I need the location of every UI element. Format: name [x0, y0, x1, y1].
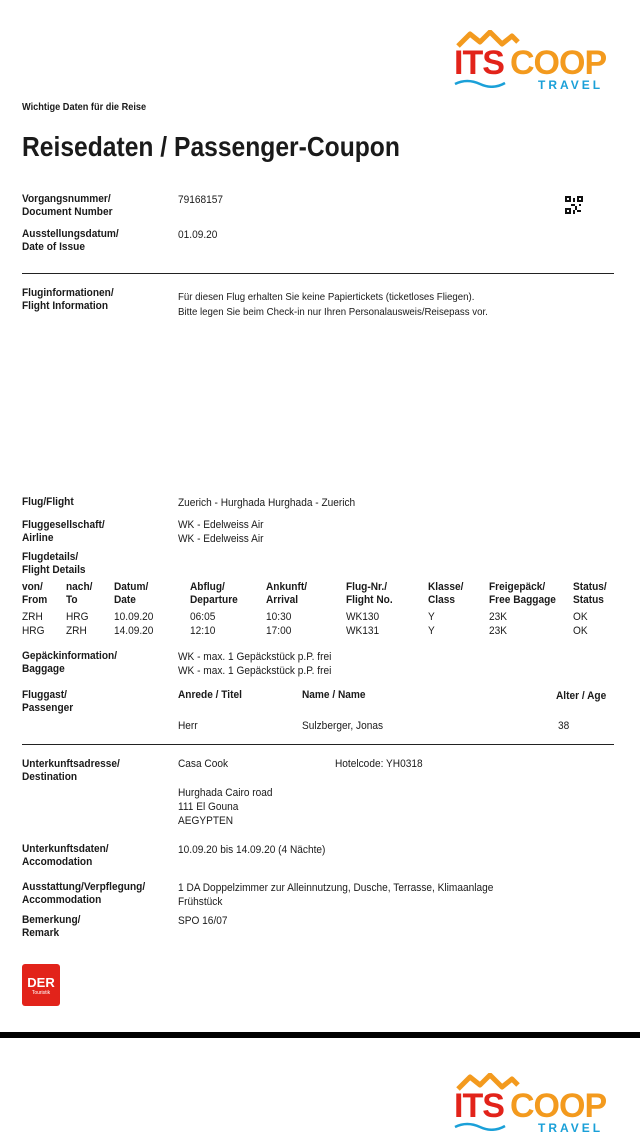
- cell-class: Y: [428, 625, 435, 637]
- remark-value: SPO 16/07: [178, 915, 228, 927]
- hotel-name: Casa Cook: [178, 758, 229, 770]
- its-coop-logo: [452, 30, 616, 94]
- baggage-values: WK - max. 1 Gepäckstück p.P. frei WK - max. 1 Gepäckstück p.P. frei: [178, 651, 332, 677]
- coop-wordmark: COOP: [510, 1087, 607, 1125]
- cell-status: OK: [573, 611, 588, 623]
- col-header-flight-no: Flug-Nr./ Flight No.: [346, 581, 393, 606]
- cell-baggage: 23K: [489, 611, 508, 623]
- its-wordmark: ITS: [454, 1087, 504, 1125]
- divider: [22, 273, 614, 274]
- airline-values: WK - Edelweiss Air WK - Edelweiss Air: [178, 519, 264, 545]
- cell-departure: 06:05: [190, 611, 216, 623]
- col-header-to: nach/ To: [66, 581, 93, 606]
- passenger-title: Herr: [178, 720, 198, 732]
- its-wordmark: ITS: [454, 44, 504, 82]
- cell-to: ZRH: [66, 625, 87, 637]
- col-header-date: Datum/ Date: [114, 581, 149, 606]
- cell-baggage: 23K: [489, 625, 508, 637]
- cell-class: Y: [428, 611, 435, 623]
- col-header-arrival: Ankunft/ Arrival: [266, 581, 308, 606]
- passenger-age: 38: [558, 720, 570, 732]
- cell-status: OK: [573, 625, 588, 637]
- cell-arrival: 17:00: [266, 625, 292, 637]
- page-break: [0, 1032, 640, 1038]
- cell-to: HRG: [66, 611, 89, 623]
- flight-details-table: [0, 581, 640, 641]
- cell-date: 14.09.20: [114, 625, 154, 637]
- baggage-label: Gepäckinformation/ Baggage: [22, 650, 118, 675]
- accommodation-dates-label: Unterkunftsdaten/ Accomodation: [22, 843, 109, 868]
- flight-label: Flug/Flight: [22, 496, 74, 508]
- remark-label: Bemerkung/ Remark: [22, 914, 81, 939]
- cell-flight-no: WK131: [346, 625, 380, 637]
- age-header: Alter / Age: [556, 690, 607, 702]
- passenger-name: Sulzberger, Jonas: [302, 720, 384, 732]
- wave-icon: [454, 78, 506, 88]
- cell-flight-no: WK130: [346, 611, 380, 623]
- destination-label: Unterkunftsadresse/ Destination: [22, 758, 120, 783]
- flight-details-label: Flugdetails/ Flight Details: [22, 551, 86, 576]
- cell-from: HRG: [22, 625, 45, 637]
- doc-number: 79168157: [178, 194, 224, 206]
- equipment-values: 1 DA Doppelzimmer zur Alleinnutzung, Dusche, Terrasse, Klimaanlage Frühstück: [178, 882, 494, 908]
- cell-departure: 12:10: [190, 625, 216, 637]
- issue-date-label: Ausstellungsdatum/ Date of Issue: [22, 228, 119, 253]
- title-header: Anrede / Titel: [178, 689, 242, 701]
- hotel-code: Hotelcode: YH0318: [335, 758, 423, 770]
- kicker-text: Wichtige Daten für die Reise: [22, 102, 147, 113]
- airline-label: Fluggesellschaft/ Airline: [22, 519, 105, 544]
- col-header-baggage: Freigepäck/ Free Baggage: [489, 581, 556, 606]
- flight-info-text: Für diesen Flug erhalten Sie keine Papiertickets (ticketloses Fliegen). Bitte legen Sie beim Check-in nur Ihren Personalausweis/Reisepass vor.: [178, 291, 488, 318]
- coop-wordmark: COOP: [510, 44, 607, 82]
- col-header-class: Klasse/ Class: [428, 581, 464, 606]
- cell-date: 10.09.20: [114, 611, 154, 623]
- col-header-from: von/ From: [22, 581, 48, 606]
- page-title: Reisedaten / Passenger-Coupon: [22, 131, 400, 162]
- col-header-departure: Abflug/ Departure: [190, 581, 238, 606]
- travel-wordmark: TRAVEL: [538, 1121, 604, 1135]
- col-header-status: Status/ Status: [573, 581, 607, 606]
- der-touristik-logo: DER Touristik: [22, 964, 60, 1006]
- accommodation-dates: 10.09.20 bis 14.09.20 (4 Nächte): [178, 844, 326, 856]
- doc-number-label: Vorgangsnummer/ Document Number: [22, 193, 113, 218]
- name-header: Name / Name: [302, 689, 366, 701]
- cell-from: ZRH: [22, 611, 43, 623]
- issue-date: 01.09.20: [178, 229, 218, 241]
- cell-arrival: 10:30: [266, 611, 292, 623]
- flight-route: Zuerich - Hurghada Hurghada - Zuerich: [178, 497, 356, 509]
- wave-icon: [454, 1121, 506, 1131]
- qr-code-icon: [565, 196, 583, 214]
- equipment-label: Ausstattung/Verpflegung/ Accommodation: [22, 881, 146, 906]
- divider: [22, 744, 614, 745]
- flight-info-label: Fluginformationen/ Flight Information: [22, 287, 114, 312]
- hotel-address: Hurghada Cairo road 111 El Gouna AEGYPTEN: [178, 787, 273, 827]
- its-coop-logo: [452, 1073, 616, 1137]
- travel-wordmark: TRAVEL: [538, 78, 604, 92]
- passenger-label: Fluggast/ Passenger: [22, 689, 74, 714]
